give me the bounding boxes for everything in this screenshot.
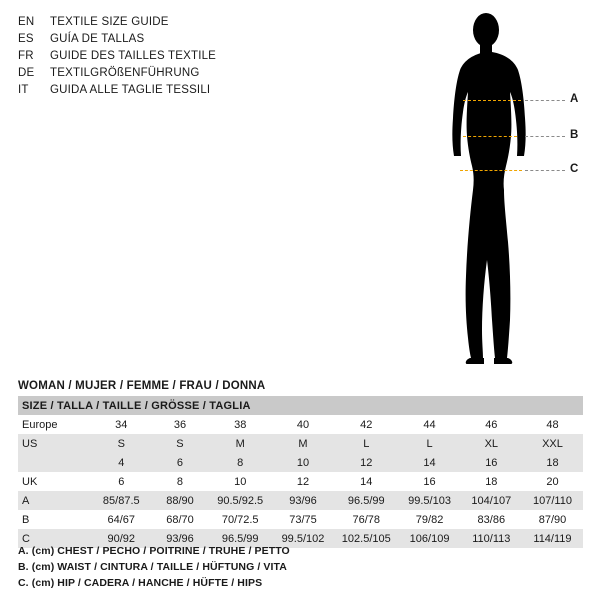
female-body-figure	[430, 8, 590, 368]
row-label: Europe	[18, 415, 91, 434]
cell: XL	[461, 434, 522, 453]
cell: 96.5/99	[209, 529, 272, 548]
cell: 38	[209, 415, 272, 434]
cell: 44	[398, 415, 460, 434]
cell: 88/90	[151, 491, 208, 510]
cell: 79/82	[398, 510, 460, 529]
measurement-legend	[18, 543, 418, 591]
table-row	[18, 472, 583, 491]
cell: 16	[461, 453, 522, 472]
cell: 110/113	[461, 529, 522, 548]
legend-row-a: A. (cm) CHEST / PECHO / POITRINE / TRUHE / PETTO	[18, 545, 290, 557]
female-silhouette-icon	[430, 8, 590, 368]
row-label: US	[18, 434, 91, 453]
cell: 12	[272, 472, 334, 491]
cell: 90.5/92.5	[209, 491, 272, 510]
cell: L	[334, 434, 398, 453]
cell: 114/119	[522, 529, 583, 548]
table-row	[18, 434, 583, 453]
row-label	[18, 453, 91, 472]
cell: 102.5/105	[334, 529, 398, 548]
measure-label-a: A	[570, 93, 579, 105]
row-label: A	[18, 491, 91, 510]
table-row	[18, 415, 583, 434]
measure-label-c: C	[570, 163, 579, 175]
language-text-de: TEXTILGRÖßENFÜHRUNG	[50, 67, 200, 79]
cell: 76/78	[334, 510, 398, 529]
cell: L	[398, 434, 460, 453]
cell: 104/107	[461, 491, 522, 510]
cell: 8	[209, 453, 272, 472]
cell: 93/96	[151, 529, 208, 548]
cell: 99.5/103	[398, 491, 460, 510]
cell: 14	[334, 472, 398, 491]
cell: 87/90	[522, 510, 583, 529]
language-text-es: GUÍA DE TALLAS	[50, 33, 145, 45]
cell: 85/87.5	[91, 491, 151, 510]
cell: 96.5/99	[334, 491, 398, 510]
row-label: C	[18, 529, 91, 548]
cell: 68/70	[151, 510, 208, 529]
cell: M	[272, 434, 334, 453]
legend-row-c: C. (cm) HIP / CADERA / HANCHE / HÜFTE / HIPS	[18, 577, 263, 589]
language-code-es: ES	[18, 33, 34, 45]
cell: 16	[398, 472, 460, 491]
cell: 73/75	[272, 510, 334, 529]
table-header-cell: SIZE / TALLA / TAILLE / GRÖSSE / TAGLIA	[18, 396, 583, 415]
cell: 93/96	[272, 491, 334, 510]
measure-label-b: B	[570, 129, 579, 141]
measure-leader-b	[525, 136, 565, 137]
cell: 14	[398, 453, 460, 472]
table-row	[18, 453, 583, 472]
language-code-fr: FR	[18, 50, 34, 62]
cell: XXL	[522, 434, 583, 453]
cell: 4	[91, 453, 151, 472]
measure-line-b-body	[463, 136, 517, 137]
cell: 107/110	[522, 491, 583, 510]
cell: 10	[209, 472, 272, 491]
language-row-fr	[18, 48, 318, 65]
language-row-en	[18, 14, 318, 31]
cell: 90/92	[91, 529, 151, 548]
cell: 99.5/102	[272, 529, 334, 548]
cell: S	[91, 434, 151, 453]
legend-row-b: B. (cm) WAIST / CINTURA / TAILLE / HÜFTUNG / VITA	[18, 561, 287, 573]
measure-leader-a	[525, 100, 565, 101]
measure-line-a-body	[463, 100, 521, 101]
cell: M	[209, 434, 272, 453]
language-row-es	[18, 31, 318, 48]
cell: 106/109	[398, 529, 460, 548]
cell: 6	[151, 453, 208, 472]
language-row-de	[18, 65, 318, 82]
language-text-en: TEXTILE SIZE GUIDE	[50, 16, 169, 28]
cell: 34	[91, 415, 151, 434]
table-header-row	[18, 396, 583, 415]
cell: S	[151, 434, 208, 453]
cell: 64/67	[91, 510, 151, 529]
cell: 40	[272, 415, 334, 434]
cell: 18	[522, 453, 583, 472]
cell: 12	[334, 453, 398, 472]
measure-leader-c	[525, 170, 565, 171]
size-table	[18, 396, 583, 548]
row-label: UK	[18, 472, 91, 491]
cell: 36	[151, 415, 208, 434]
cell: 48	[522, 415, 583, 434]
cell: 42	[334, 415, 398, 434]
language-code-de: DE	[18, 67, 35, 79]
cell: 20	[522, 472, 583, 491]
table-row	[18, 491, 583, 510]
cell: 10	[272, 453, 334, 472]
size-table-block	[18, 380, 583, 548]
language-text-fr: GUIDE DES TAILLES TEXTILE	[50, 50, 217, 62]
table-caption: WOMAN / MUJER / FEMME / FRAU / DONNA	[18, 380, 266, 392]
cell: 83/86	[461, 510, 522, 529]
language-code-en: EN	[18, 16, 35, 28]
cell: 6	[91, 472, 151, 491]
cell: 46	[461, 415, 522, 434]
language-text-it: GUIDA ALLE TAGLIE TESSILI	[50, 84, 211, 96]
cell: 18	[461, 472, 522, 491]
cell: 70/72.5	[209, 510, 272, 529]
row-label: B	[18, 510, 91, 529]
language-code-it: IT	[18, 84, 29, 96]
language-list	[18, 14, 318, 99]
language-row-it	[18, 82, 318, 99]
measure-line-c-body	[460, 170, 522, 171]
table-row	[18, 510, 583, 529]
cell: 8	[151, 472, 208, 491]
